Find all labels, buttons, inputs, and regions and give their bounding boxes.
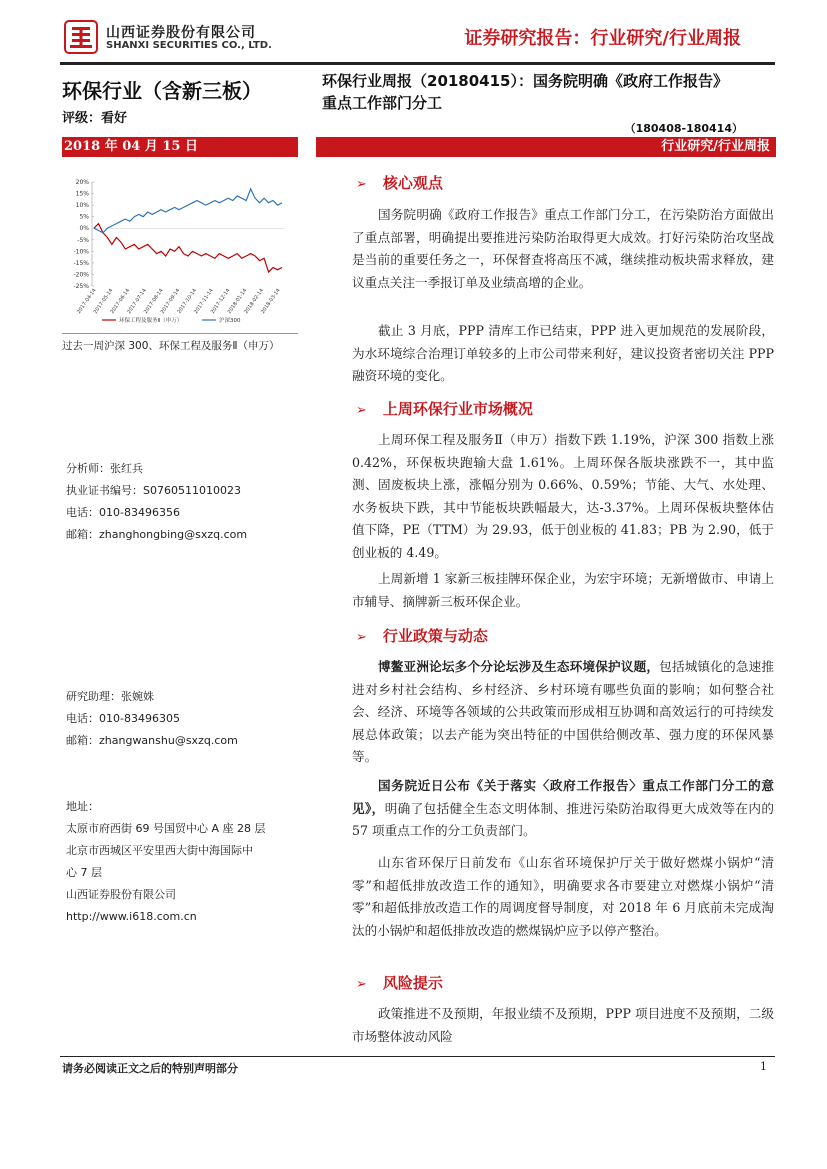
y-tick-label: 0% xyxy=(79,225,89,233)
y-tick-label: -15% xyxy=(73,259,89,267)
x-tick-label: 2018-01-14 xyxy=(226,287,249,315)
header-divider xyxy=(60,62,775,65)
company-logo-icon xyxy=(64,20,98,54)
company-name-cn: 山西证券股份有限公司 xyxy=(106,25,256,41)
section-title: 核心观点 xyxy=(382,174,443,192)
assistant-name: 研究助理：张婉姝 xyxy=(66,690,154,703)
y-tick-label: 5% xyxy=(79,213,89,221)
address-line1: 太原市府西街 69 号国贸中心 A 座 28 层 xyxy=(66,822,266,835)
y-tick-label: 10% xyxy=(75,202,89,210)
x-tick-label: 2017-12-14 xyxy=(209,287,232,315)
performance-chart xyxy=(62,168,298,330)
risk-paragraph: 政策推进不及预期，年报业绩不及预期，PPP 项目进度不及预期，二级市场整体波动风险 xyxy=(352,1006,774,1044)
report-title xyxy=(322,70,772,114)
section-arrow-icon: ➢ xyxy=(356,977,367,992)
analyst-phone: 电话：010-83496356 xyxy=(66,506,180,519)
analyst-email[interactable]: 邮箱：zhanghongbing@sxzq.com xyxy=(66,528,248,541)
rating-label: 评级： xyxy=(62,111,102,126)
address-info xyxy=(66,796,266,928)
section-arrow-icon: ➢ xyxy=(356,630,367,645)
rating xyxy=(62,107,127,126)
policy-item-1-headline: 博鳌亚洲论坛多个分论坛涉及生态环境保护议题， xyxy=(378,659,660,674)
x-tick-label: 2017-08-14 xyxy=(142,287,165,315)
analyst-name: 分析师：张红兵 xyxy=(66,462,143,475)
section-heading-market xyxy=(356,398,533,419)
section-title: 行业政策与动态 xyxy=(382,627,488,645)
assistant-phone: 电话：010-83496305 xyxy=(66,712,180,725)
policy-item-2-text: 明确了包括健全生态文明体制、推进污染防治取得更大成效等在内的 57 项重点工作的分工负责部门。 xyxy=(352,800,775,838)
core-view-paragraph-1: 国务院明确《政府工作报告》重点工作部门分工，在污染防治方面做出了重点部署，明确提出要推进污染防治取得更大成效。打好污染防治攻坚战是当前的重要任务之一，环保督查将高压不减，继续推动板块需求释放，建议重点关注一季报订单及业绩高增的企业。 xyxy=(352,207,774,290)
legend-label: 环保工程及服务Ⅱ（申万） xyxy=(119,318,183,324)
footer-divider xyxy=(60,1056,775,1057)
x-tick-label: 2017-11-14 xyxy=(193,287,215,315)
date-bar xyxy=(62,137,298,157)
report-type: 证券研究报告：行业研究/行业周报 xyxy=(464,28,741,49)
x-tick-label: 2017-04-14 xyxy=(76,287,98,315)
section-heading-policy xyxy=(356,625,488,646)
report-period: （180408-180414） xyxy=(624,122,743,135)
report-title-line1: 环保行业周报（20180415）：国务院明确《政府工作报告》 xyxy=(322,72,728,90)
y-tick-label: -20% xyxy=(73,271,89,279)
company-name-en: SHANXI SECURITIES CO., LTD. xyxy=(106,40,272,51)
x-tick-label: 2017-05-14 xyxy=(92,287,115,315)
series-line xyxy=(94,224,282,273)
analyst-cert: 执业证书编号：S0760511010023 xyxy=(66,484,241,497)
x-tick-label: 2017-07-14 xyxy=(126,287,148,315)
x-tick-label: 2017-06-14 xyxy=(109,287,132,315)
page-number: 1 xyxy=(760,1060,767,1073)
assistant-email[interactable]: 邮箱：zhangwanshu@sxzq.com xyxy=(66,734,238,747)
report-category: 行业研究/行业周报 xyxy=(661,139,770,154)
section-arrow-icon: ➢ xyxy=(356,403,367,418)
assistant-info xyxy=(66,686,238,752)
policy-item-2-headline: 国务院近日公布《关于落实〈政府工作报告〉重点工作部门分工的意见》， xyxy=(352,778,774,816)
y-tick-label: 15% xyxy=(75,190,89,198)
address-line2: 北京市西城区平安里西大街中海国际中 xyxy=(66,844,253,857)
analyst-info xyxy=(66,458,247,546)
core-view-paragraph-2: 截止 3 月底，PPP 清库工作已结束，PPP 进入更加规范的发展阶段，为水环境综合治理订单较多的上市公司带来利好，建议投资者密切关注 PPP 融资环境的变化。 xyxy=(352,323,774,383)
market-paragraph-2: 上周新增 1 家新三板挂牌环保企业，为宏宇环境；无新增做市、申请上市辅导、摘牌新三板环保企业。 xyxy=(352,571,774,609)
section-title: 上周环保行业市场概况 xyxy=(382,400,533,418)
section-arrow-icon: ➢ xyxy=(356,177,367,192)
x-tick-label: 2018-02-14 xyxy=(243,287,265,315)
website-link[interactable]: http://www.i618.com.cn xyxy=(66,910,197,923)
x-tick-label: 2018-03-14 xyxy=(260,287,282,315)
report-title-line2: 重点工作部门分工 xyxy=(322,94,443,112)
y-tick-label: -10% xyxy=(73,248,89,256)
y-tick-label: -5% xyxy=(77,236,89,244)
x-tick-label: 2017-10-14 xyxy=(176,287,199,315)
address-line3: 心 7 层 xyxy=(66,866,102,879)
section-title: 风险提示 xyxy=(382,974,443,992)
category-bar xyxy=(316,137,776,157)
rating-value: 看好 xyxy=(101,111,128,126)
x-tick-label: 2017-09-14 xyxy=(159,287,182,315)
legend-label: 沪深300 xyxy=(219,318,241,324)
y-tick-label: 20% xyxy=(75,179,89,186)
section-heading-core-view xyxy=(356,172,443,193)
market-paragraph-1: 上周环保工程及服务Ⅱ（申万）指数下跌 1.19%，沪深 300 指数上涨 0.42%，环保板块跑输大盘 1.61%。上周环保各版块涨跌不一，其中监测、固废板块上涨，涨幅分别为 0.66%、0.59%；节能、大气、水处理、水务板块下跌，其中节能板块跌幅最大，达-3.37%。上周环保板块整体估值下降，PE（TTM）为 29.93，低于创业板的 41.83；PB 为 2.90，低于创业板的 4.49。 xyxy=(352,432,774,560)
y-tick-label: -25% xyxy=(73,283,89,290)
section-heading-risk xyxy=(356,972,443,993)
chart-caption: 过去一周沪深 300、环保工程及服务Ⅱ（申万） xyxy=(62,340,280,352)
policy-paragraph-shandong: 山东省环保厅日前发布《山东省环境保护厅关于做好燃煤小锅炉“清零”和超低排放改造工作的通知》，明确要求各市要建立对燃煤小锅炉“清零”和超低排放改造工作的周调度督导制度，对 2018 年 6 月底前未完成淘汰的小锅炉和超低排放改造的燃煤锅炉应予以停产整治。 xyxy=(352,855,774,938)
policy-item-1-text: 包括城镇化的急速推进对乡村社会结构、乡村经济、乡村环境有哪些负面的影响；如何整合社会、经济、环境等各领域的公共政策而形成相互协调和高效运行的可持续发展总体政策；以去产能为突出特征的中国供给侧改革、强力度的环保风暴等。 xyxy=(352,659,775,764)
chart-divider xyxy=(62,333,298,334)
report-date: 2018 年 04 月 15 日 xyxy=(64,139,198,154)
policy-item-1 xyxy=(352,656,774,769)
policy-item-2 xyxy=(352,775,774,843)
industry-title: 环保行业（含新三板） xyxy=(62,79,262,103)
address-company: 山西证券股份有限公司 xyxy=(66,888,176,901)
disclaimer: 请务必阅读正文之后的特别声明部分 xyxy=(62,1062,238,1075)
address-label: 地址： xyxy=(66,800,99,813)
series-line xyxy=(94,189,282,233)
